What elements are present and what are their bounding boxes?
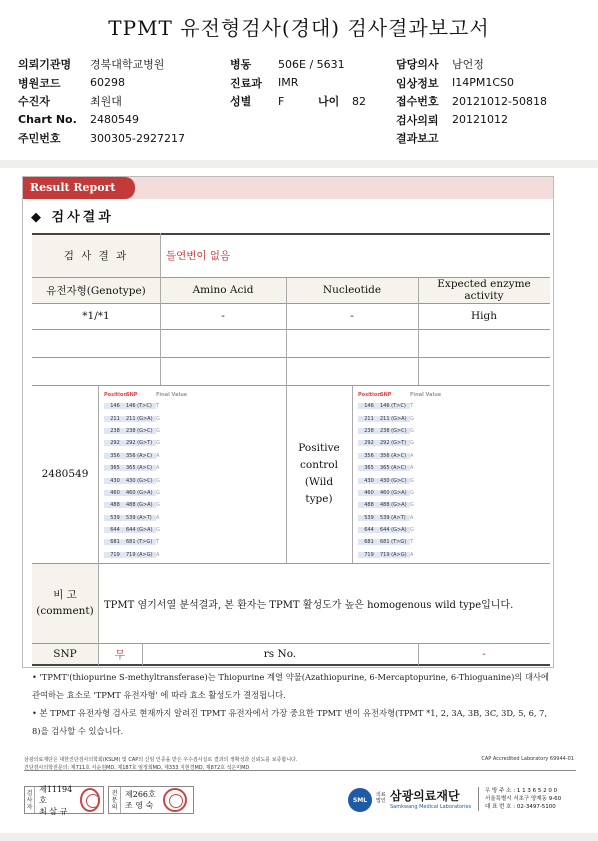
patient-snp-table <box>104 389 206 561</box>
control-snp-snp: 238 (G>C) <box>380 428 410 434</box>
result-report-label: Result Report <box>23 177 135 199</box>
control-snp-row <box>358 474 460 486</box>
amino-acid-value: - <box>221 310 225 322</box>
control-snp-row <box>358 524 460 536</box>
patient-snp-pos: 365 <box>104 465 126 471</box>
code-value: 60298 <box>90 76 125 90</box>
control-snp-header-position: Position <box>358 391 381 398</box>
patient-snp-pos: 460 <box>104 490 126 496</box>
patient-snp-final: A <box>156 551 160 558</box>
control-snp-pos: 146 <box>358 403 380 409</box>
patient-snp-final: G <box>156 502 160 509</box>
control-snp-row <box>358 450 460 462</box>
brand-prefix: 의료법인 <box>376 792 386 804</box>
control-snp-pos: 292 <box>358 440 380 446</box>
patient-snp-final: A <box>156 514 160 521</box>
patient-snp-snp: 719 (A>G) <box>126 552 156 558</box>
remark-label <box>32 563 98 643</box>
snp-label: SNP <box>53 648 77 660</box>
doctor-label: 담당의사 <box>396 58 439 72</box>
patient-snp-header-final: Final Value <box>156 391 188 398</box>
control-snp-final: A <box>410 514 414 521</box>
control-snp-pos: 539 <box>358 515 380 521</box>
examiner-info <box>35 784 77 817</box>
control-snp-pos: 430 <box>358 478 380 484</box>
patient-snp-final: A <box>156 465 160 472</box>
patient-snp-row <box>104 474 206 486</box>
specialist-number: 제266호 <box>125 790 156 799</box>
patient-snp-snp: 488 (G>A) <box>126 502 156 508</box>
request-date-value: 20121012 <box>452 113 508 127</box>
patient-snp-row <box>104 536 206 548</box>
patient-snp-row <box>104 462 206 474</box>
control-snp-row <box>358 512 460 524</box>
note-1: • 'TPMT'(thiopurine S-methyltransferase)는 Thiopurine 계열 약물(Azathiopurine, 6-Mercaptopurine, 6-Thioguanine)의 대사에 관여하는 효소로 'TPMT 유전자형' 에 따라 효소 활성도가 결정됩니다. <box>32 672 550 700</box>
cap-accreditation: CAP Accredited Laboratory 69944-01 <box>481 756 574 762</box>
requester-label: 의뢰기관명 <box>18 58 72 72</box>
control-snp-row <box>358 487 460 499</box>
control-snp-final: T <box>410 403 414 410</box>
control-snp-final: G <box>410 427 414 434</box>
control-label: Positive control (Wild type) <box>298 442 340 505</box>
control-snp-final: G <box>410 489 414 496</box>
requester-value: 경북대학교병원 <box>90 58 165 72</box>
patient-snp-header-position: Position <box>104 391 127 398</box>
examiner-name: 최 삼 규 <box>39 806 68 816</box>
specialist-vertical-label: 전문의 <box>109 787 121 813</box>
patient-snp-header-snp: SNP <box>126 391 138 398</box>
patient-snp-final: G <box>156 527 160 534</box>
patient-snp-pos: 146 <box>104 403 126 409</box>
ward-label: 병동 <box>230 58 252 72</box>
control-snp-header <box>358 389 460 400</box>
patient-snp-pos: 681 <box>104 539 126 545</box>
control-snp-snp: 211 (G>A) <box>380 416 410 422</box>
note-2-text: 본 TPMT 유전자형 검사로 현재까지 알려진 TPMT 유전자에서 가장 중요한 TPMT 변이 유전자형(TPMT *1, 2, 3A, 3B, 3C, 3D, 5, 6, 7, 8)을 검사할 수 있습니다. <box>32 708 548 736</box>
rs-value: - <box>482 648 486 660</box>
patient-snp-row <box>104 499 206 511</box>
patient-snp-pos: 292 <box>104 440 126 446</box>
section-title: ◆ 검사결과 <box>31 210 114 225</box>
control-snp-final: T <box>410 539 414 546</box>
rs-label: rs No. <box>263 648 297 660</box>
doctor-value: 남언정 <box>452 58 484 72</box>
control-snp-header-snp: SNP <box>380 391 392 398</box>
control-snp-row <box>358 549 460 561</box>
patient-snp-pos: 238 <box>104 428 126 434</box>
control-snp-pos: 488 <box>358 502 380 508</box>
bottom-divider-band <box>0 833 598 841</box>
patient-snp-pos: 644 <box>104 527 126 533</box>
col-enzyme-activity: Expected enzyme activity <box>437 278 531 302</box>
request-date-label: 검사의뢰 <box>396 113 439 127</box>
control-snp-row <box>358 437 460 449</box>
patient-snp-final: T <box>156 403 160 410</box>
patient-snp-row <box>104 425 206 437</box>
clinical-label: 임상정보 <box>396 76 439 90</box>
contact-line-1: 우 방 주 소 : 1 1 3 6 5 2 0 0 <box>485 788 558 794</box>
contact-line-3: 대 표 번 호 : 02-3497-5100 <box>485 804 556 810</box>
result-frame <box>22 176 554 668</box>
control-snp-final: G <box>410 527 414 534</box>
control-snp-snp: 460 (G>A) <box>380 490 410 496</box>
patient-snp-snp: 644 (G>A) <box>126 527 156 533</box>
dept-value: IMR <box>278 76 299 90</box>
sex-label: 성별 <box>230 95 252 109</box>
patient-snp-final: T <box>156 539 160 546</box>
control-snp-final: A <box>410 551 414 558</box>
remark-label-en: (comment) <box>36 605 94 617</box>
contact-line-2: 서울특별시 서초구 양재동 9-60 <box>485 796 562 802</box>
examiner-seal-icon <box>80 788 100 812</box>
control-snp-final: G <box>410 440 414 447</box>
control-snp-header-final: Final Value <box>410 391 442 398</box>
control-snp-row <box>358 400 460 412</box>
specialist-seal-icon <box>163 788 187 812</box>
specialist-name: 조 영 숙 <box>125 801 154 810</box>
patient-snp-pos: 211 <box>104 416 126 422</box>
result-value: 돌연변이 없음 <box>166 249 231 262</box>
control-snp-snp: 365 (A>C) <box>380 465 410 471</box>
patient-snp-snp: 211 (G>A) <box>126 416 156 422</box>
control-snp-snp: 488 (G>A) <box>380 502 410 508</box>
chart-label: Chart No. <box>18 113 77 127</box>
nucleotide-value: - <box>350 310 354 322</box>
patient-snp-final: A <box>156 452 160 459</box>
result-table <box>32 233 550 665</box>
patient-snp-row <box>104 487 206 499</box>
control-snp-snp: 644 (G>A) <box>380 527 410 533</box>
notes <box>32 668 558 740</box>
control-snp-final: A <box>410 465 414 472</box>
patient-snp-pos: 488 <box>104 502 126 508</box>
snp-value: 무 <box>114 648 126 661</box>
ssn-value: 300305-2927217 <box>90 131 185 145</box>
top-divider-band <box>0 160 598 168</box>
footer-divider <box>24 770 576 771</box>
control-snp-snp: 430 (G>C) <box>380 478 410 484</box>
control-snp-pos: 644 <box>358 527 380 533</box>
enzyme-activity-value: High <box>471 310 497 322</box>
ssn-label: 주민번호 <box>18 132 61 146</box>
clinical-value: I14PM1CS0 <box>452 76 515 90</box>
remark-text: TPMT 염기서열 분석결과, 본 환자는 TPMT 활성도가 높은 homogenous wild type입니다. <box>104 599 514 611</box>
genotype-value: *1/*1 <box>82 310 110 322</box>
col-nucleotide: Nucleotide <box>322 284 382 296</box>
contact-info <box>478 787 578 811</box>
remark-label-ko: 비 고 <box>53 589 77 601</box>
patient-snp-final: G <box>156 427 160 434</box>
chart-value: 2480549 <box>90 113 139 127</box>
patient-snp-pos: 356 <box>104 453 126 459</box>
patient-value: 최원대 <box>90 95 122 109</box>
sex-value: F <box>278 94 285 108</box>
brand-name: 삼광의료재단 <box>390 789 460 803</box>
report-date-label: 결과보고 <box>396 132 439 146</box>
control-snp-pos: 719 <box>358 552 380 558</box>
age-label: 나이 <box>318 95 340 109</box>
patient-snp-pos: 539 <box>104 515 126 521</box>
age-value: 82 <box>352 94 366 108</box>
examiner-vertical-label: 검사자 <box>25 787 35 813</box>
patient-snp-final: G <box>156 440 160 447</box>
control-snp-snp: 681 (T>G) <box>380 539 410 545</box>
control-snp-final: G <box>410 415 414 422</box>
patient-snp-row <box>104 412 206 424</box>
control-snp-pos: 460 <box>358 490 380 496</box>
patient-snp-snp: 460 (G>A) <box>126 490 156 496</box>
patient-snp-header <box>104 389 206 400</box>
brand-english: Samkwang Medical Laboratories <box>390 804 472 810</box>
patient-snp-pos: 719 <box>104 552 126 558</box>
control-snp-snp: 146 (T>C) <box>380 403 410 409</box>
result-label: 검 사 결 과 <box>63 249 129 262</box>
control-snp-row <box>358 412 460 424</box>
page-title: TPMT 유전형검사(경대) 검사결과보고서 <box>108 16 490 40</box>
receipt-value: 20121012-50818 <box>452 94 547 108</box>
code-label: 병원코드 <box>18 76 61 90</box>
patient-snp-snp: 356 (A>C) <box>126 453 156 459</box>
control-snp-row <box>358 462 460 474</box>
control-snp-final: G <box>410 502 414 509</box>
control-snp-snp: 292 (G>T) <box>380 440 410 446</box>
patient-snp-snp: 238 (G>C) <box>126 428 156 434</box>
receipt-label: 접수번호 <box>396 95 439 109</box>
control-snp-final: G <box>410 477 414 484</box>
patient-snp-row <box>104 450 206 462</box>
ward-value: 506E / 5631 <box>278 57 345 71</box>
footer-line-2: 진단검사의학전문의: 제711호 서순원MD, 제187호 엄정희MD, 제333 지현경MD, 제872호 석은미MD <box>24 765 250 771</box>
patient-snp-final: G <box>156 415 160 422</box>
patient-snp-snp: 681 (T>G) <box>126 539 156 545</box>
patient-snp-snp: 539 (A>T) <box>126 515 156 521</box>
specialist-info <box>121 789 160 811</box>
footer-line-1: 삼광의료재단은 대한진단검사의학회(KSLM) 및 CAP의 신임 인증을 받은 우수검사실로 결과의 정확성과 신뢰도를 보증합니다. <box>24 757 298 763</box>
patient-snp-final: G <box>156 489 160 496</box>
control-snp-snp: 539 (A>T) <box>380 515 410 521</box>
col-genotype: 유전자형(Genotype) <box>46 284 146 297</box>
patient-snp-snp: 430 (G>C) <box>126 478 156 484</box>
sample-id: 2480549 <box>41 468 89 480</box>
note-2: • 본 TPMT 유전자형 검사로 현재까지 알려진 TPMT 유전자에서 가장 중요한 TPMT 변이 유전자형(TPMT *1, 2, 3A, 3B, 3C, 3D, 5, 6, 7, 8)을 검사할 수 있습니다. <box>32 708 548 736</box>
patient-snp-pos: 430 <box>104 478 126 484</box>
control-snp-row <box>358 536 460 548</box>
control-snp-pos: 356 <box>358 453 380 459</box>
patient-snp-row <box>104 549 206 561</box>
dept-label: 진료과 <box>230 76 262 90</box>
control-snp-final: A <box>410 452 414 459</box>
specialist-stamp <box>108 786 194 814</box>
patient-info <box>18 55 588 148</box>
patient-snp-final: G <box>156 477 160 484</box>
sml-logo-icon: SML <box>348 788 372 812</box>
examiner-number: 제11194호 <box>39 784 73 805</box>
patient-snp-row <box>104 400 206 412</box>
control-snp-table <box>358 389 460 561</box>
patient-label: 수진자 <box>18 95 50 109</box>
control-snp-pos: 211 <box>358 416 380 422</box>
control-snp-pos: 238 <box>358 428 380 434</box>
control-snp-pos: 365 <box>358 465 380 471</box>
control-snp-snp: 356 (A>C) <box>380 453 410 459</box>
patient-snp-snp: 146 (T>C) <box>126 403 156 409</box>
note-1-text: 'TPMT'(thiopurine S-methyltransferase)는 Thiopurine 계열 약물(Azathiopurine, 6-Mercaptopurine, 6-Thioguanine)의 대사에 관여하는 효소로 'TPMT 유전자형' 에 따라 효소 활성도가 결정됩니다. <box>32 672 550 700</box>
control-snp-row <box>358 499 460 511</box>
patient-snp-row <box>104 524 206 536</box>
col-amino-acid: Amino Acid <box>192 284 254 296</box>
control-snp-pos: 681 <box>358 539 380 545</box>
control-snp-snp: 719 (A>G) <box>380 552 410 558</box>
examiner-stamp <box>24 786 104 814</box>
patient-snp-row <box>104 437 206 449</box>
control-snp-row <box>358 425 460 437</box>
patient-snp-snp: 292 (G>T) <box>126 440 156 446</box>
patient-snp-row <box>104 512 206 524</box>
patient-snp-snp: 365 (A>C) <box>126 465 156 471</box>
